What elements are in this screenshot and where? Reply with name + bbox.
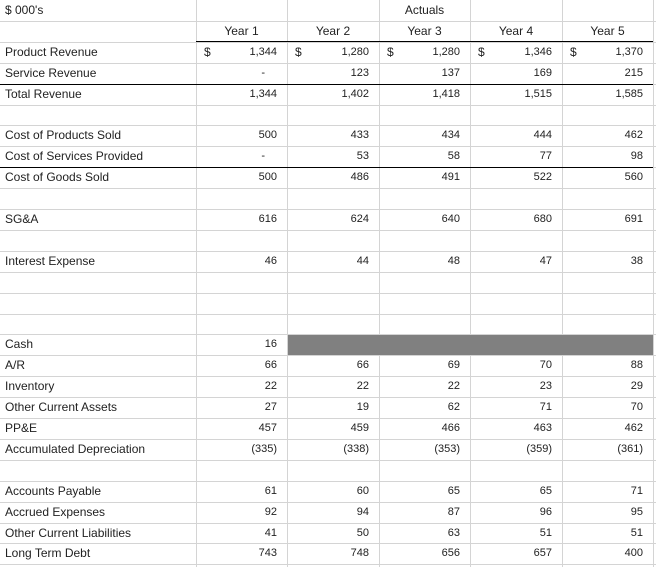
gridline — [0, 272, 656, 273]
value-cell[interactable]: 1,280 — [432, 46, 460, 58]
value-cell[interactable]: 51 — [539, 527, 552, 539]
value-cell[interactable]: 1,585 — [615, 88, 643, 100]
value-cell[interactable]: 1,370 — [615, 46, 643, 58]
row-label-service-revenue[interactable]: Service Revenue — [5, 66, 97, 80]
row-label-inventory[interactable]: Inventory — [5, 379, 55, 393]
value-cell[interactable]: 640 — [441, 213, 460, 225]
value-cell[interactable]: 400 — [624, 547, 643, 559]
value-cell[interactable]: 53 — [356, 150, 369, 162]
value-cell[interactable]: 463 — [533, 422, 552, 434]
value-cell[interactable]: 65 — [539, 485, 552, 497]
row-label-sga[interactable]: SG&A — [5, 212, 39, 226]
value-cell[interactable]: 92 — [264, 506, 277, 518]
value-cell[interactable]: 522 — [533, 171, 552, 183]
year-header[interactable]: Year 5 — [590, 24, 625, 38]
value-cell[interactable]: 69 — [447, 359, 460, 371]
value-cell[interactable]: 657 — [533, 547, 552, 559]
row-label-cost-products[interactable]: Cost of Products Sold — [5, 128, 122, 142]
value-cell[interactable]: 66 — [264, 359, 277, 371]
value-cell[interactable]: 457 — [258, 422, 277, 434]
value-cell[interactable]: 491 — [441, 171, 460, 183]
row-label-other-ca[interactable]: Other Current Assets — [5, 400, 118, 414]
value-cell[interactable]: 96 — [539, 506, 552, 518]
value-cell[interactable]: 215 — [624, 67, 643, 79]
value-cell[interactable]: 23 — [539, 380, 552, 392]
value-cell[interactable]: 656 — [441, 547, 460, 559]
year-header[interactable]: Year 2 — [315, 24, 351, 38]
row-label-accrued[interactable]: Accrued Expenses — [5, 505, 106, 519]
value-cell[interactable]: 65 — [447, 485, 460, 497]
value-cell[interactable]: 137 — [441, 67, 460, 79]
currency-symbol: $ — [570, 45, 577, 59]
units-label[interactable]: $ 000's — [5, 3, 44, 17]
row-label-accum-dep[interactable]: Accumulated Depreciation — [5, 442, 146, 456]
row-label-ppe[interactable]: PP&E — [5, 421, 38, 435]
row-label-ap[interactable]: Accounts Payable — [5, 484, 102, 498]
currency-symbol: $ — [478, 45, 485, 59]
currency-symbol: $ — [204, 45, 211, 59]
value-cell[interactable]: 19 — [356, 401, 369, 413]
value-cell[interactable]: 41 — [264, 527, 277, 539]
year-header[interactable]: Year 4 — [498, 24, 534, 38]
value-cell[interactable]: 680 — [533, 213, 552, 225]
value-cell[interactable]: 434 — [441, 129, 460, 141]
value-cell[interactable]: 1,402 — [341, 88, 369, 100]
value-cell[interactable]: 71 — [630, 485, 643, 497]
value-cell[interactable]: 433 — [350, 129, 369, 141]
value-cell[interactable]: 48 — [447, 255, 460, 267]
value-cell[interactable]: 87 — [447, 506, 460, 518]
value-cell[interactable]: 47 — [539, 255, 552, 267]
row-label-other-cl[interactable]: Other Current Liabilities — [5, 526, 132, 540]
value-cell[interactable]: 444 — [533, 129, 552, 141]
value-cell[interactable]: 38 — [630, 255, 643, 267]
currency-symbol: $ — [387, 45, 394, 59]
value-cell[interactable]: 16 — [264, 338, 277, 350]
gridline — [0, 564, 656, 565]
value-cell[interactable]: 486 — [350, 171, 369, 183]
gridline — [0, 230, 656, 231]
value-cell[interactable]: 1,346 — [524, 46, 552, 58]
value-cell[interactable]: 46 — [264, 255, 277, 267]
value-cell[interactable]: - — [261, 150, 265, 162]
value-cell[interactable]: 44 — [356, 255, 369, 267]
value-cell[interactable]: 624 — [350, 213, 369, 225]
value-cell[interactable]: 748 — [350, 547, 369, 559]
value-cell[interactable]: 63 — [447, 527, 460, 539]
row-label-cost-services[interactable]: Cost of Services Provided — [5, 149, 144, 163]
value-cell[interactable]: 560 — [624, 171, 643, 183]
row-label-ar[interactable]: A/R — [5, 358, 26, 372]
row-label-cogs[interactable]: Cost of Goods Sold — [5, 170, 110, 184]
value-cell[interactable]: 22 — [264, 380, 277, 392]
value-cell[interactable]: (335) — [251, 443, 277, 455]
year-header[interactable]: Year 3 — [407, 24, 442, 38]
value-cell[interactable]: 70 — [630, 401, 643, 413]
row-label-interest[interactable]: Interest Expense — [5, 254, 96, 268]
value-cell[interactable]: 459 — [350, 422, 369, 434]
value-cell[interactable]: 462 — [624, 422, 643, 434]
row-label-product-revenue[interactable]: Product Revenue — [5, 45, 98, 59]
gridline — [0, 105, 656, 106]
value-cell[interactable]: 51 — [630, 527, 643, 539]
value-cell[interactable]: (361) — [617, 443, 643, 455]
value-cell[interactable]: - — [261, 67, 265, 79]
value-cell[interactable]: 71 — [539, 401, 552, 413]
value-cell[interactable]: 123 — [350, 67, 369, 79]
value-cell[interactable]: 77 — [539, 150, 552, 162]
currency-symbol: $ — [295, 45, 302, 59]
value-cell[interactable]: (338) — [343, 443, 369, 455]
value-cell[interactable]: 60 — [356, 485, 369, 497]
value-cell[interactable]: 98 — [630, 150, 643, 162]
row-label-cash[interactable]: Cash — [5, 337, 34, 351]
gridline — [0, 293, 656, 294]
value-cell[interactable]: 27 — [264, 401, 277, 413]
value-cell[interactable]: 1,344 — [249, 88, 277, 100]
value-cell[interactable]: 462 — [624, 129, 643, 141]
value-cell[interactable]: (353) — [434, 443, 460, 455]
value-cell[interactable]: 70 — [539, 359, 552, 371]
gridline — [0, 314, 656, 315]
value-cell[interactable]: 22 — [356, 380, 369, 392]
value-cell[interactable]: 500 — [258, 129, 277, 141]
row-label-total-revenue[interactable]: Total Revenue — [5, 87, 82, 101]
actuals-header[interactable]: Actuals — [404, 3, 445, 17]
value-cell[interactable]: 62 — [447, 401, 460, 413]
value-cell[interactable]: 1,344 — [249, 46, 277, 58]
value-cell[interactable]: 1,280 — [341, 46, 369, 58]
grayed-out-cells — [288, 335, 653, 355]
value-cell[interactable]: 743 — [258, 547, 277, 559]
gridline — [0, 460, 656, 461]
value-cell[interactable]: 500 — [258, 171, 277, 183]
value-cell[interactable]: 95 — [630, 506, 643, 518]
value-cell[interactable]: 88 — [630, 359, 643, 371]
value-cell[interactable]: 1,418 — [432, 88, 460, 100]
year-header[interactable]: Year 1 — [224, 24, 259, 38]
value-cell[interactable]: 94 — [356, 506, 369, 518]
value-cell[interactable]: 66 — [356, 359, 369, 371]
value-cell[interactable]: (359) — [526, 443, 552, 455]
value-cell[interactable]: 29 — [630, 380, 643, 392]
value-cell[interactable]: 169 — [533, 67, 552, 79]
value-cell[interactable]: 616 — [258, 213, 277, 225]
value-cell[interactable]: 50 — [356, 527, 369, 539]
value-cell[interactable]: 61 — [264, 485, 277, 497]
value-cell[interactable]: 58 — [447, 150, 460, 162]
value-cell[interactable]: 691 — [624, 213, 643, 225]
value-cell[interactable]: 466 — [441, 422, 460, 434]
gridline — [0, 188, 656, 189]
value-cell[interactable]: 22 — [447, 380, 460, 392]
row-label-ltd[interactable]: Long Term Debt — [5, 546, 91, 560]
value-cell[interactable]: 1,515 — [524, 88, 552, 100]
